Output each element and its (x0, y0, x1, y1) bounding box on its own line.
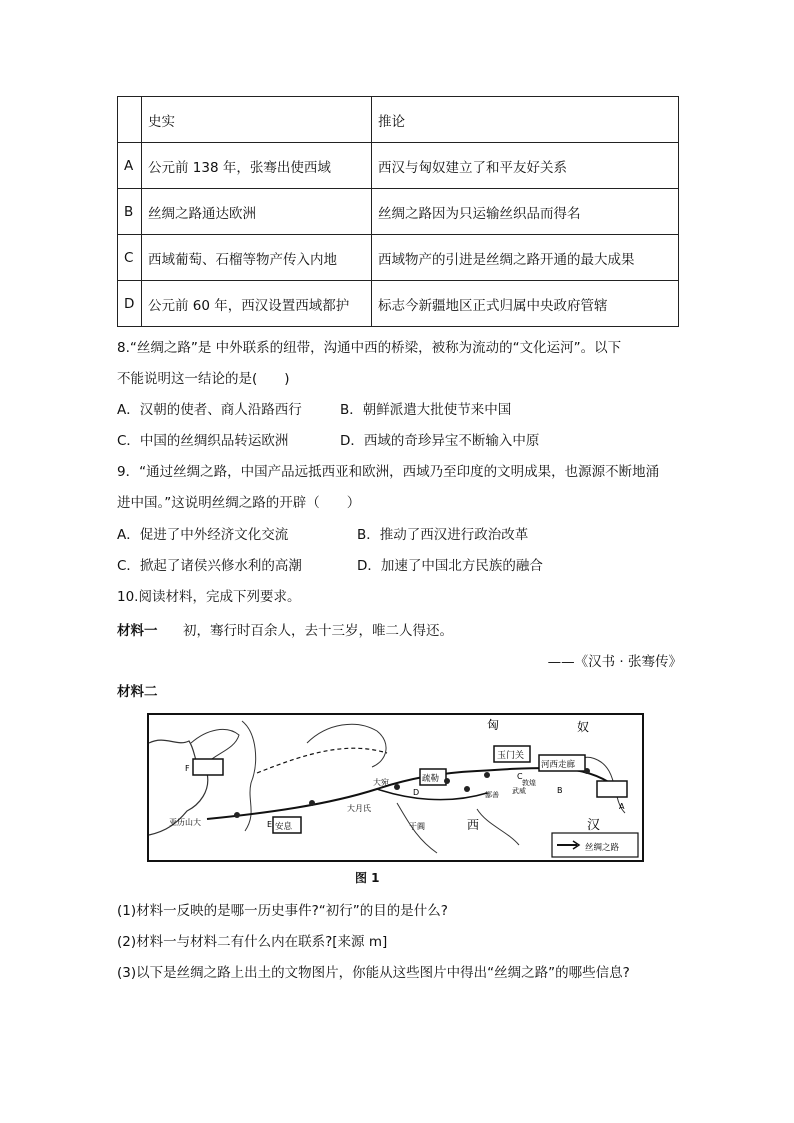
map-label-shanshan: 鄯善 (485, 791, 499, 799)
map-point-c: C (517, 772, 523, 781)
row-inference: 西域物产的引进是丝绸之路开通的最大成果 (372, 235, 679, 281)
map-label-yutian: 于阗 (409, 822, 425, 831)
q9-option-b: B．推动了西汉进行政治改革 (357, 527, 529, 543)
map-label-legend: 丝绸之路 (585, 843, 620, 853)
row-inference: 丝绸之路因为只运输丝织品而得名 (372, 189, 679, 235)
map-label-dayuezhi: 大月氏 (347, 804, 371, 813)
map-point-a: A (619, 802, 625, 811)
table-header-cell: 史实 (142, 97, 372, 143)
map-label-shule: 疏勒 (422, 774, 440, 784)
q8-option-d: D．西域的奇珍异宝不断输入中原 (340, 433, 540, 449)
row-key: C (118, 235, 142, 281)
map-label-xiongnu1: 匈 (487, 718, 500, 732)
blank-box-a (597, 781, 627, 797)
q8-stem-line2: 不能说明这一结论的是( ) (117, 371, 290, 387)
q9-option-a: A．促进了中外经济文化交流 (117, 527, 289, 543)
map-label-wuwei: 武威 (512, 787, 526, 795)
material2-label: 材料二 (117, 684, 158, 700)
q8-stem-line1: 8.“丝绸之路”是 中外联系的纽带，沟通中西的桥梁，被称为流动的“文化运河”。以下 (117, 340, 622, 356)
map-point-f: F (185, 764, 190, 773)
map-point-e: E (267, 820, 273, 829)
blank-box-f (193, 759, 223, 775)
map-point-b: B (557, 786, 563, 795)
q9-option-c: C．掀起了诸侯兴修水利的高潮 (117, 558, 302, 574)
map-label-west: 西 (467, 818, 480, 832)
map-label-hexi: 河西走廊 (541, 760, 576, 770)
q9-option-d: D．加速了中国北方民族的融合 (357, 558, 543, 574)
row-inference: 标志今新疆地区正式归属中央政府管辖 (372, 281, 679, 327)
row-fact: 西域葡萄、石榴等物产传入内地 (142, 235, 372, 281)
q9-stem-line2: 进中国。”这说明丝绸之路的开辟（ ） (117, 495, 361, 511)
q10-sub2: (2)材料一与材料二有什么内在联系?[来源 m] (117, 934, 388, 950)
map-label-yumenguan: 玉门关 (497, 751, 525, 761)
silk-road-map (147, 713, 644, 862)
row-key: B (118, 189, 142, 235)
row-fact: 丝绸之路通达欧洲 (142, 189, 372, 235)
material1-label: 材料一 (117, 623, 158, 639)
map-label-alexandria: 亚历山大 (169, 818, 201, 827)
table-row (118, 143, 679, 189)
table-header-cell: 推论 (372, 97, 679, 143)
row-inference: 西汉与匈奴建立了和平友好关系 (372, 143, 679, 189)
map-label-xiongnu2: 奴 (577, 720, 590, 734)
map-label-anxi: 安息 (275, 822, 293, 832)
map-point-d: D (413, 788, 420, 797)
table-header-cell (118, 97, 142, 143)
table-row (118, 235, 679, 281)
map-label-dawan: 大宛 (373, 778, 389, 787)
row-fact: 公元前 138 年，张骞出使西域 (142, 143, 372, 189)
table-header-row (118, 97, 679, 143)
map-label-dunhuang: 敦煌 (522, 779, 536, 787)
material1-text: 初，骞行时百余人，去十三岁，唯二人得还。 (183, 623, 453, 639)
table-row (118, 281, 679, 327)
row-key: D (118, 281, 142, 327)
q10-intro: 10.阅读材料，完成下列要求。 (117, 589, 301, 605)
q8-option-a: A．汉朝的使者、商人沿路西行 (117, 402, 302, 418)
facts-table (117, 96, 679, 327)
map-label-han: 汉 (587, 818, 601, 833)
q10-sub1: (1)材料一反映的是哪一历史事件?“初行”的目的是什么? (117, 903, 448, 919)
q10-sub3: (3)以下是丝绸之路上出土的文物图片，你能从这些图片中得出“丝绸之路”的哪些信息? (117, 965, 630, 981)
map-caption: 图 1 (355, 871, 380, 885)
map-svg (147, 713, 644, 862)
q8-option-c: C．中国的丝绸织品转运欧洲 (117, 433, 289, 449)
material1-source: ——《汉书 · 张骞传》 (547, 654, 682, 670)
row-key: A (118, 143, 142, 189)
row-fact: 公元前 60 年，西汉设置西域都护 (142, 281, 372, 327)
q8-option-b: B．朝鲜派遣大批使节来中国 (340, 402, 512, 418)
table-row (118, 189, 679, 235)
q9-stem-line1: 9．“通过丝绸之路，中国产品远抵西亚和欧洲，西域乃至印度的文明成果，也源源不断地涌 (117, 464, 660, 480)
